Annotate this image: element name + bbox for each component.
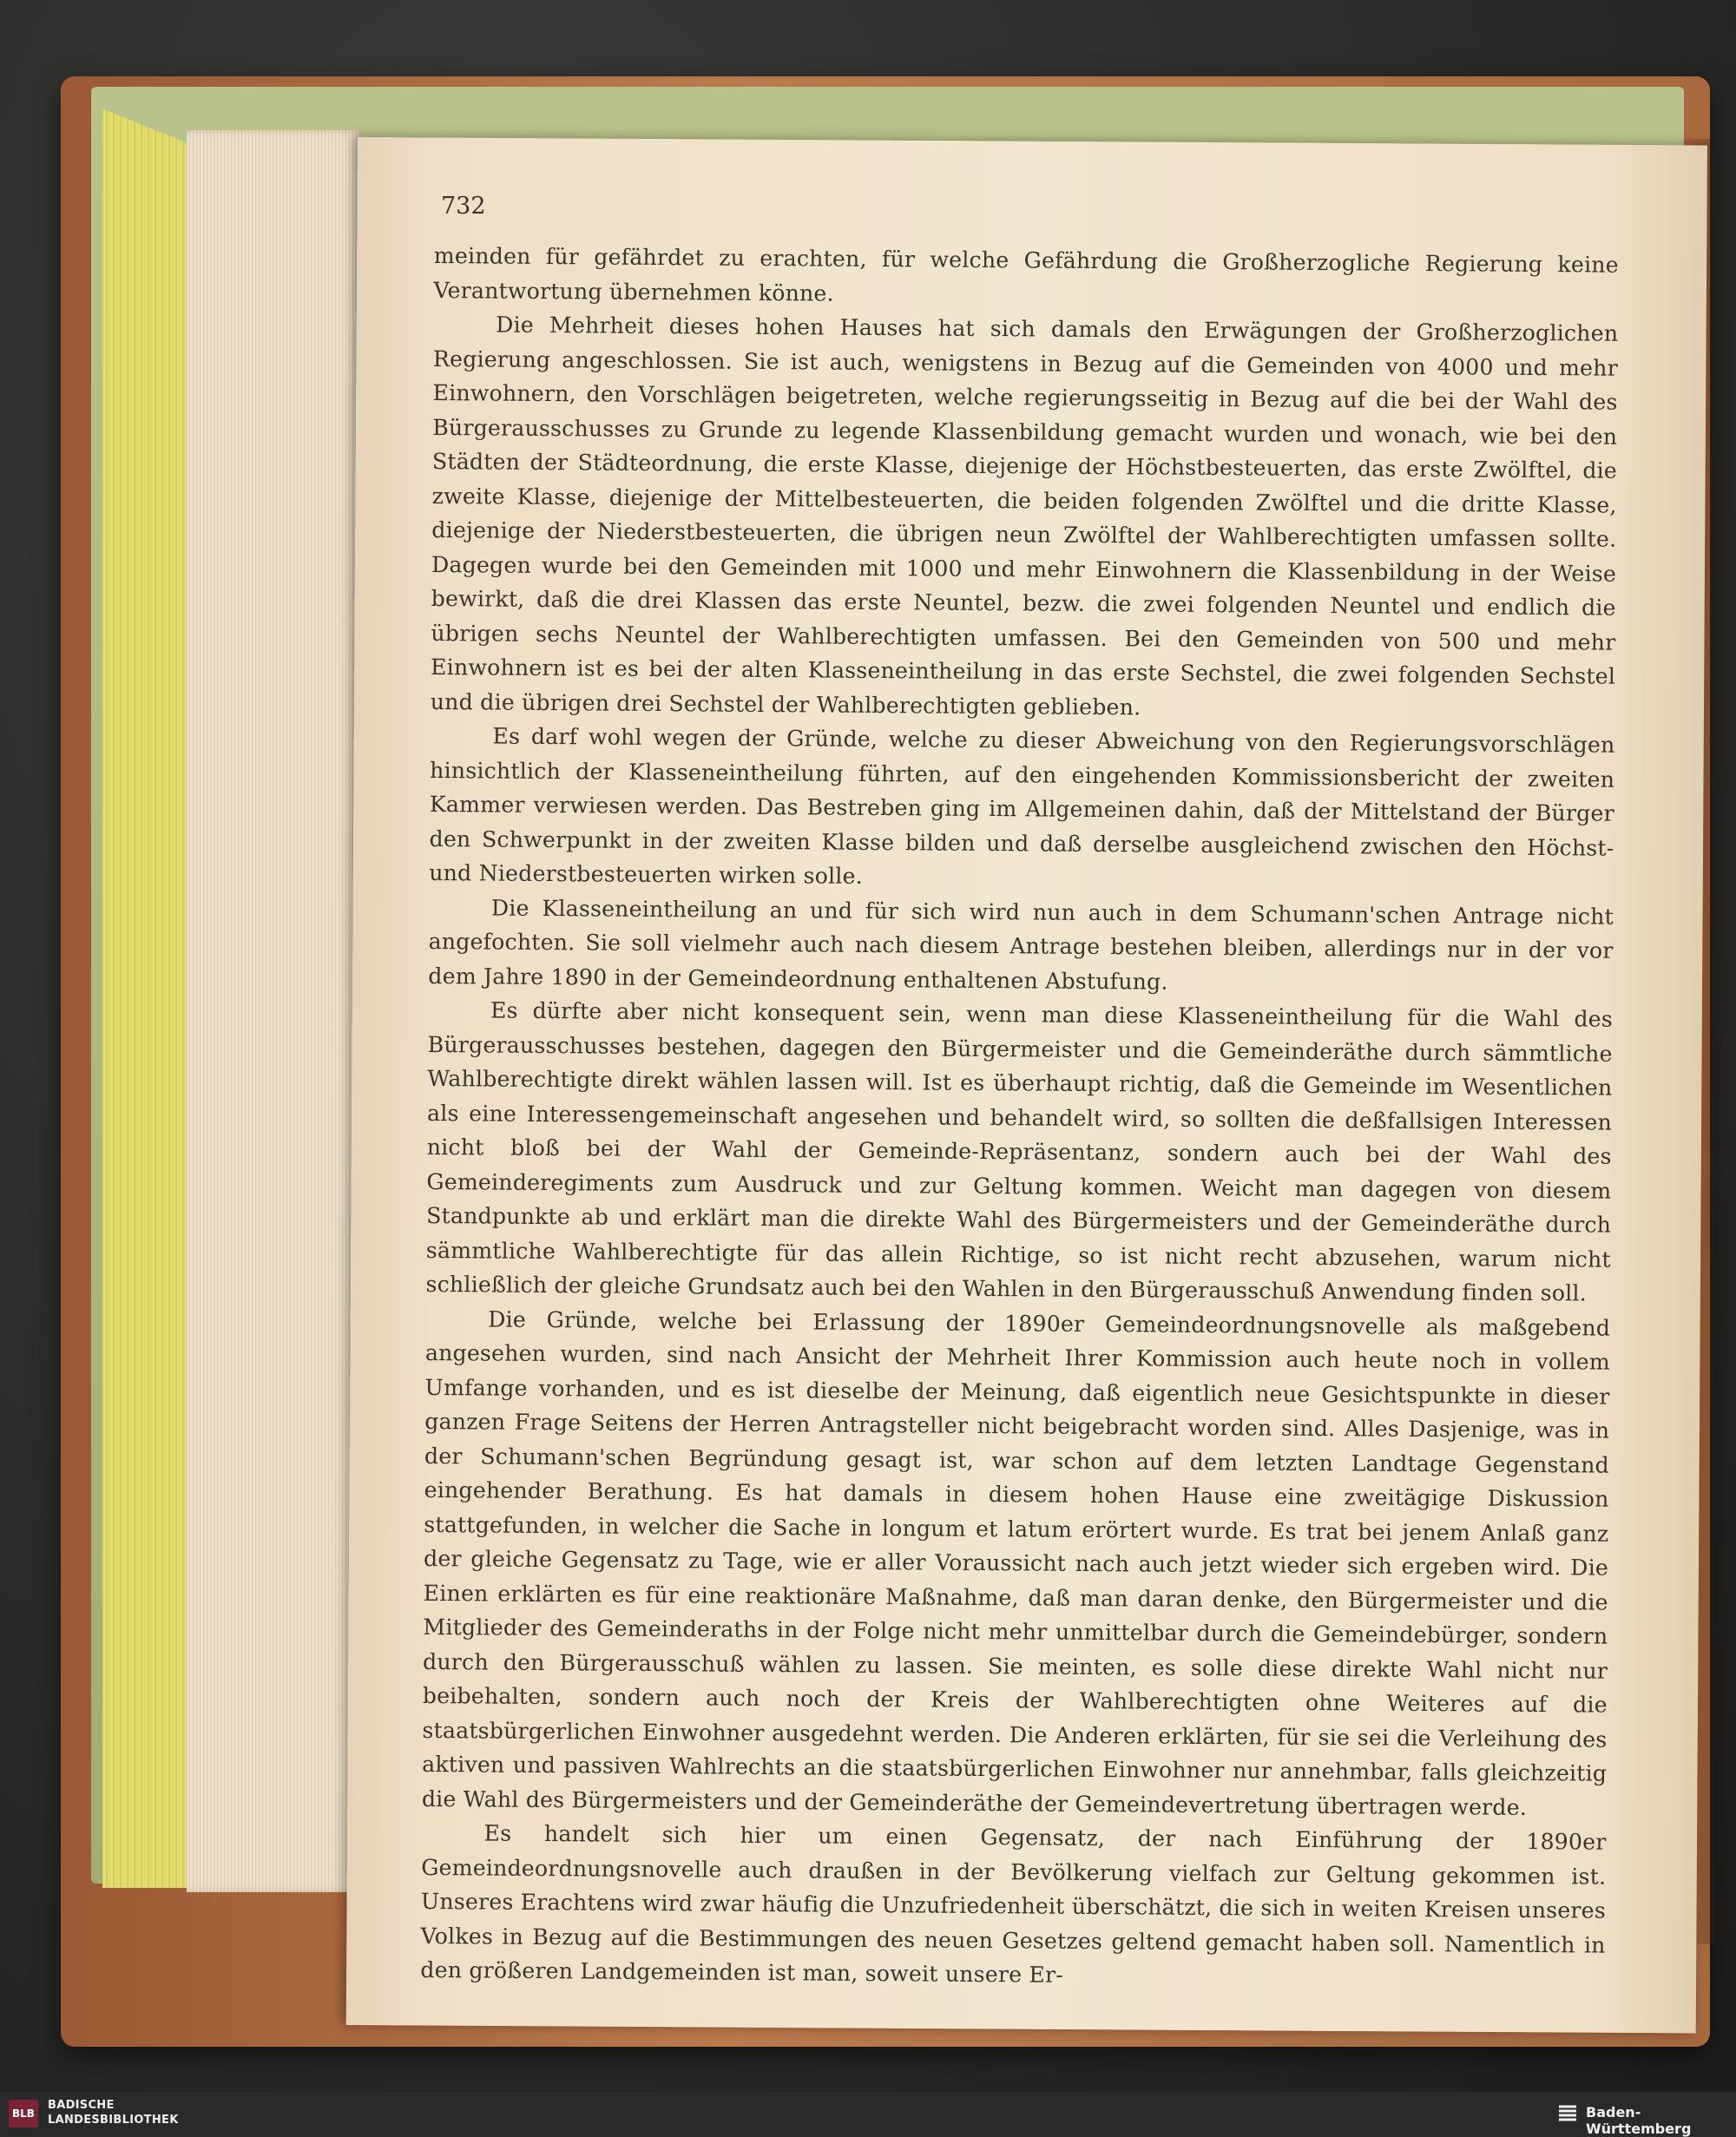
paragraph: Die Mehrheit dieses hohen Hauses hat sich damals den Erwägungen der Großherzoglichen Regierung angeschlossen. Sie ist auch, wenigstens in Bezug auf die Gemeinden von 4000 und mehr Einwohnern, den Vorschlägen beigetreten, welche regierungsseitig in Bezug auf die bei der Wahl des Bürgerausschusses zu Grunde zu legende Klassenbildung gemacht wurden und wonach, wie bei den Städten der Städteordnung, die erste Klasse, diejenige der Höchstbesteuerten, das erste Zwölftel, die zweite Klasse, diejenige der Mittelbesteuerten, die beiden folgenden Zwölftel und die dritte Klasse, diejenige der Niederstbesteuerten, die übrigen neun Zwölftel der Wahlberechtigten umfassen sollte. Dagegen wurde bei den Gemeinden mit 1000 und mehr Einwohnern die Klassenbildung in der Weise bewirkt, daß die drei Klassen das erste Neuntel, bezw. die zwei folgenden Neuntel und endlich die übrigen sechs Neuntel der Wahlberechtigten umfassen. Bei den Gemeinden von 500 und mehr Einwohnern ist es bei der alten Klasseneintheilung in das erste Sechstel, die zwei folgenden Sechstel und die übrigen drei Sechstel der Wahlberechtigten geblieben. [430,312,1619,720]
page-text [420,239,1619,1996]
paragraph: Die Klasseneintheilung an und für sich wird nun auch in dem Schumann'schen Antrage nicht angefochten. Sie soll vielmehr auch nach diesem Antrage bestehen bleiben, allerdings nur in der vor dem Jahre 1890 in der Gemeindeordnung enthaltenen Abstufung. [428,895,1614,995]
paragraph: Die Gründe, welche bei Erlassung der 1890er Gemeindeordnungsnovelle als maßgebend angesehen wurden, sind nach Ansicht der Mehrheit Ihrer Kommission auch heute noch in vollem Umfange vorhanden, und es ist dieselbe der Meinung, daß eigentlich neue Gesichtspunkte in dieser ganzen Frage Seitens der Herren Antragsteller nicht beigebracht worden sind. Alles Dasjenige, was in der Schumann'schen Begründung gesagt ist, war schon auf dem letzten Landtage Gegenstand eingehender Berathung. Es hat damals in diesem hohen Hause eine zweitägige Diskussion stattgefunden, in welcher die Sache in longum et latum erörtert wurde. Es trat bei jenem Anlaß ganz der gleiche Gegensatz zu Tage, wie er aller Voraussicht nach auch jetzt wieder sich ergeben wird. Die Einen erklärten es für eine reaktionäre Maßnahme, daß man daran denke, den Bürgermeister und die Mitglieder des Gemeinderaths in der Folge nicht mehr unmittelbar durch die Gemeindebürger, sondern durch den Bürgerausschuß wählen zu lassen. Sie meinten, es solle diese direkte Wahl nicht nur beibehalten, sondern auch noch der Kreis der Wahlberechtigten ohne Weiteres auf die staatsbürgerlichen Einwohner ausgedehnt werden. Die Anderen erklärten, für sie sei die Verleihung des aktiven und passiven Wahlrechts an die staatsbürgerlichen Einwohner nur annehmbar, falls gleichzeitig die Wahl des Bürgermeisters und der Gemeinderäthe der Gemeindevertretung übertragen werde. [421,1306,1611,1820]
paragraph: Es dürfte aber nicht konsequent sein, wenn man diese Klasseneintheilung für die Wahl des Bürgerausschusses bestehen, dagegen den Bürgermeister und die Gemeinderäthe durch sämmtliche Wahlberechtigte direkt wählen lassen will. Ist es überhaupt richtig, daß die Gemeinde im Wesentlichen als eine Interessengemeinschaft angesehen und behandelt wird, so sollten die deßfallsigen Interessen nicht bloß bei der Wahl der Gemeinde-Repräsentanz, sondern auch bei der Wahl des Gemeinderegiments zum Ausdruck und zur Geltung kommen. Weicht man dagegen von diesem Standpunkte ab und erklärt man die direkte Wahl des Bürgermeisters und der Gemeinderäthe durch sämmtliche Wahlberechtigte für das allein Richtige, so ist nicht recht abzusehen, warum nicht schließlich der gleiche Grundsatz auch bei den Wahlen in den Bürgerausschuß Anwendung finden soll. [425,997,1614,1306]
page-stack [187,130,360,1892]
paragraph: meinden für gefährdet zu erachten, für welche Gefährdung die Großherzogliche Regierung keine Verantwortung übernehmen könne. [433,242,1619,306]
paragraph: Es handelt sich hier um einen Gegensatz, der nach Einführung der 1890er Gemeindeordnungsnovelle auch draußen in der Bevölkerung vielfach zur Geltung gekommen ist. Unseres Erachtens wird zwar häufig die Unzufriedenheit überschätzt, die sich in weiten Kreisen unseres Volkes in Bezug auf die Bestimmungen des neuen Gesetzes geltend gemacht haben soll. Namentlich in den größeren Landgemeinden ist man, soweit unsere Er- [420,1820,1607,1988]
blb-name-line1: BADISCHE [48,2099,115,2112]
blb-logo[interactable]: BLB [9,2100,38,2127]
paragraph: Es darf wohl wegen der Gründe, welche zu dieser Abweichung von den Regierungsvorschlägen hinsichtlich der Klasseneintheilung führten, auf den eingehenden Kommissionsbericht der zweiten Kammer verwiesen werden. Das Bestreben ging im Allgemeinen dahin, daß der Mittelstand der Bürger den Schwerpunkt in der zweiten Klasse bilden und daß derselbe ausgleichend zwischen den Höchst- und Niederstbesteuerten wirken solle. [429,723,1615,889]
footer-bar [0,2092,1736,2135]
baden-wuerttemberg-crest-icon [1555,2101,1580,2126]
page-number: 732 [441,193,486,220]
blb-name-line2: LANDESBIBLIOTHEK [48,2114,179,2127]
baden-wuerttemberg-label[interactable]: Baden-Württemberg [1586,2104,1692,2137]
blb-name[interactable] [48,2098,179,2127]
